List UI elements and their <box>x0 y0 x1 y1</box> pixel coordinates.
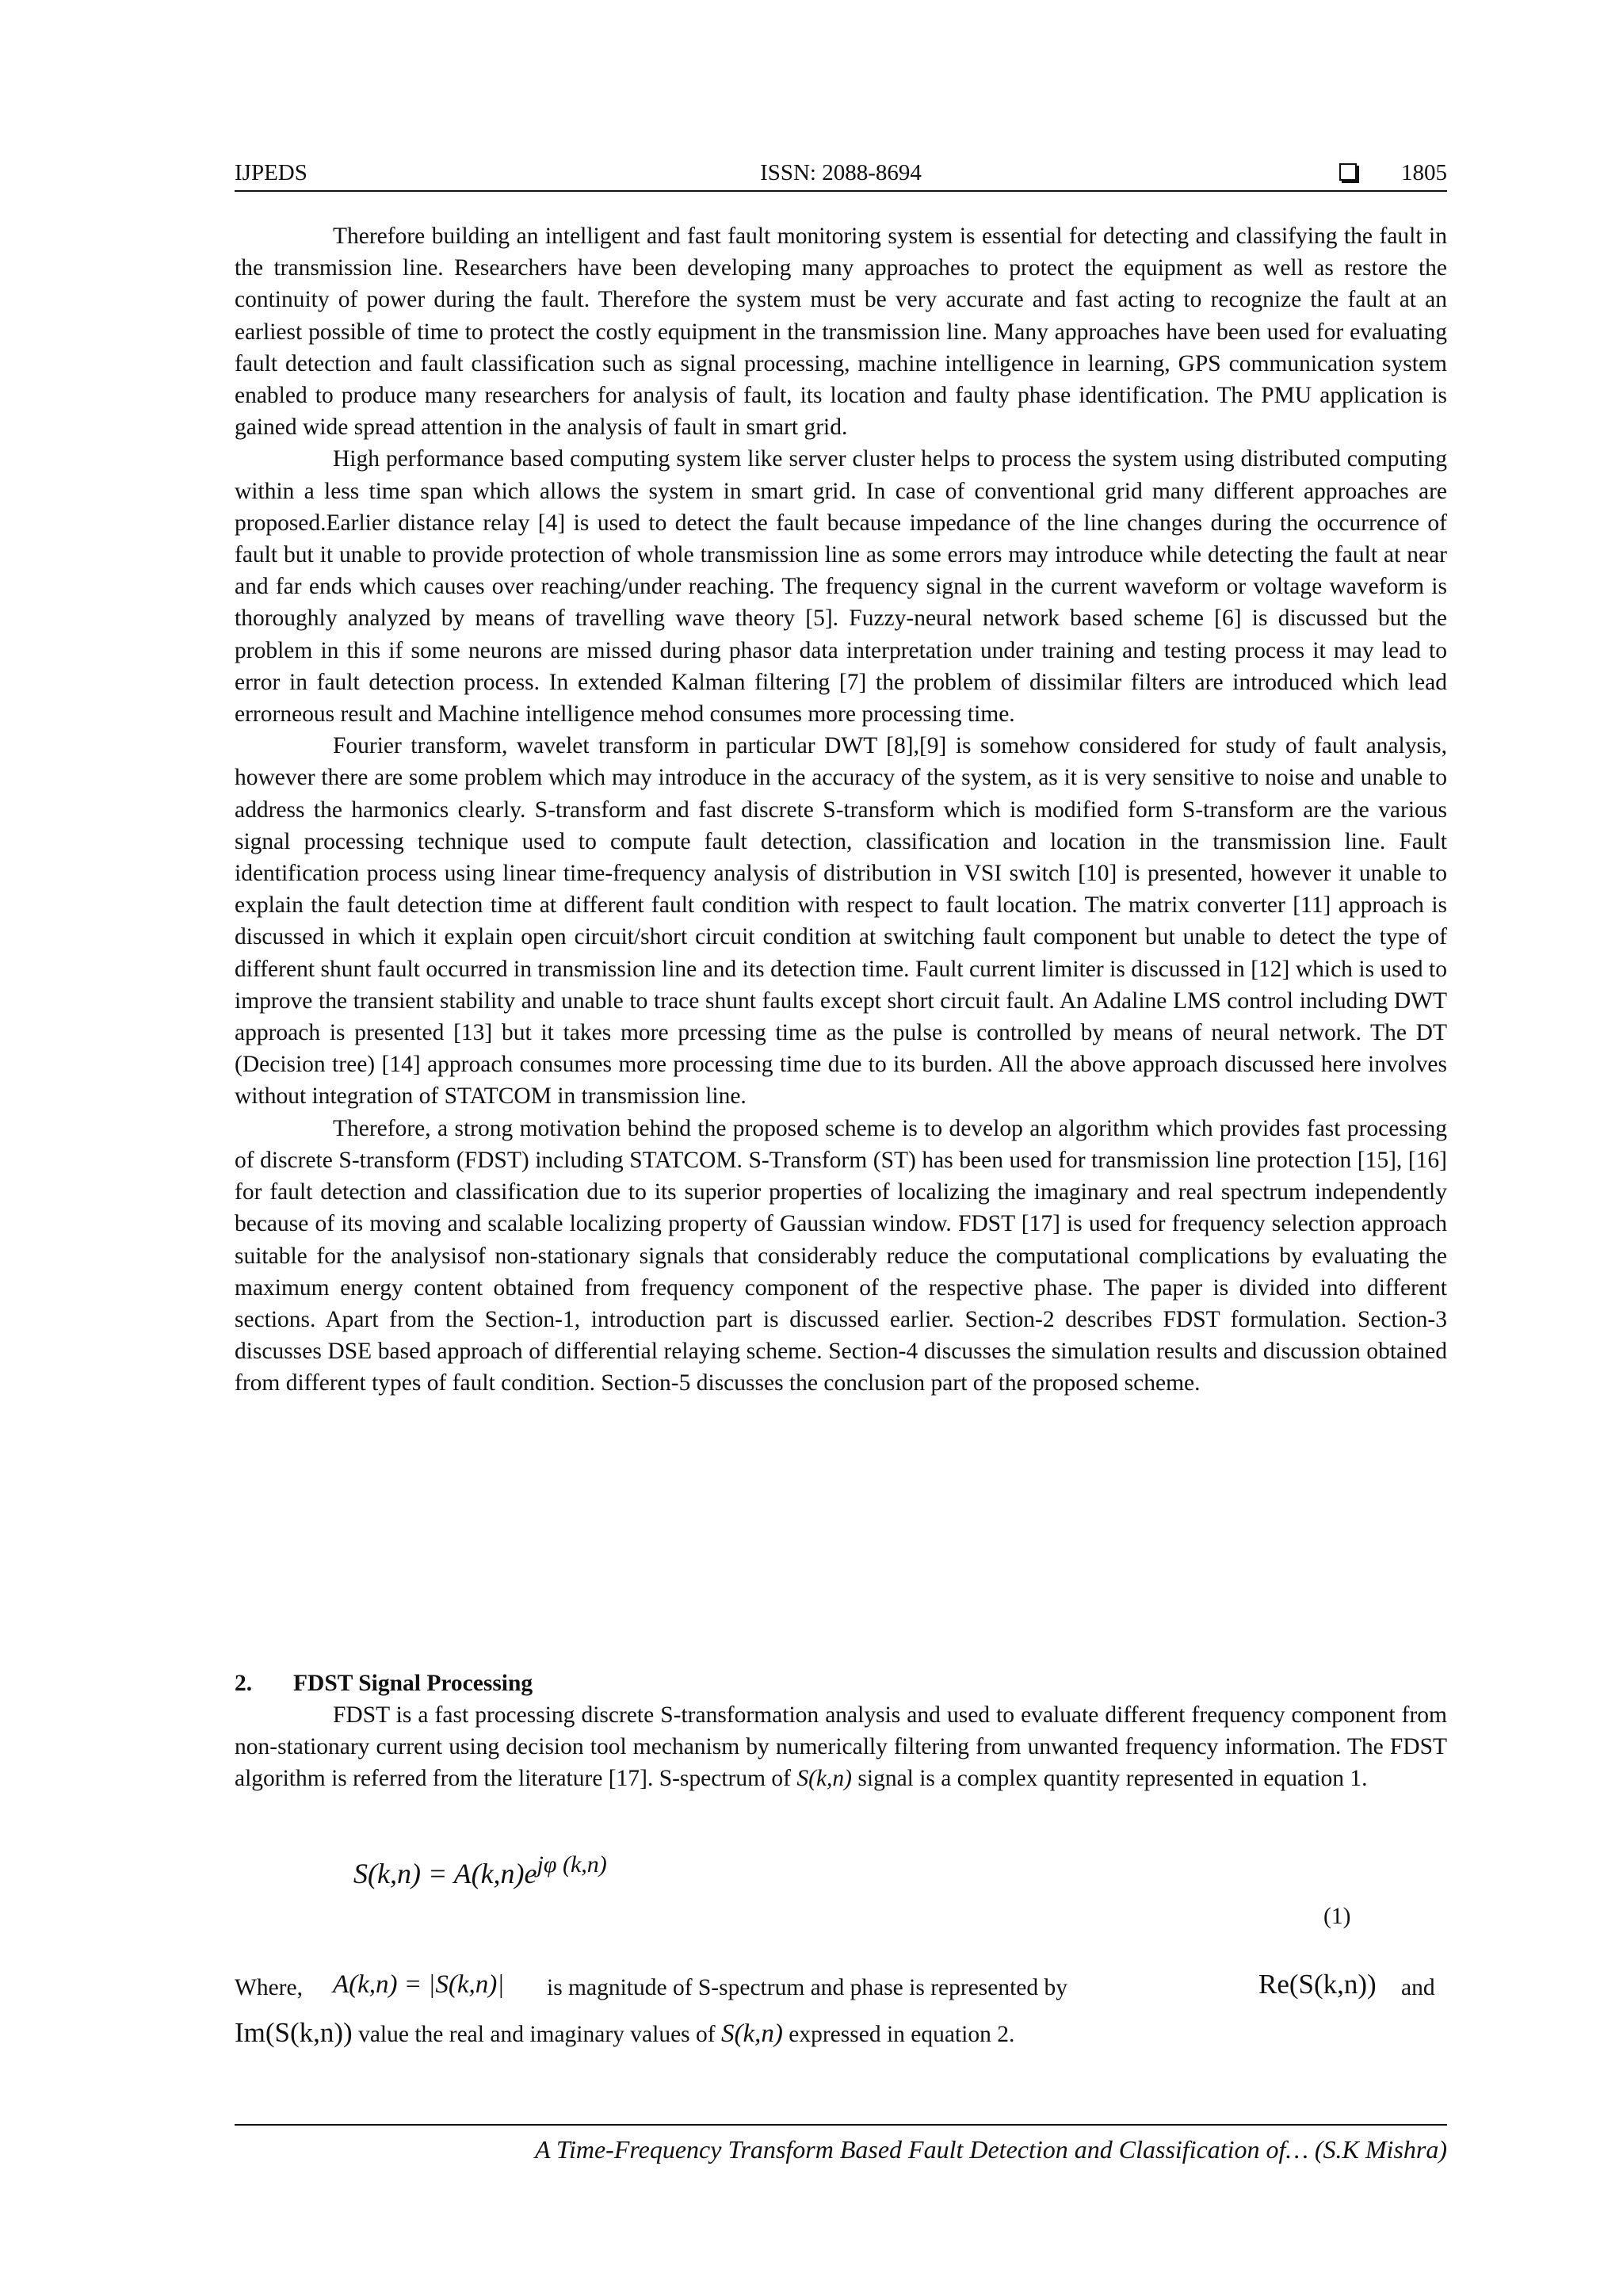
section-number: 2. <box>235 1671 253 1696</box>
paragraph: Fourier transform, wavelet transform in particular DWT [8],[9] is somehow considered for study of fault analysis, however there are some problem which may introduce in the accuracy of the system, as it is very sensitive to noise and unable to address the harmonics clearly. S-transform and fast discrete S-transform which is modified form S-transform are the various signal processing technique used to compute fault detection, classification and location in the transmission line. Fault identification process using linear time-frequency analysis of distribution in VSI switch [10] is presented, however it unable to explain the fault detection time at different fault condition with respect to fault location. The matrix converter [11] approach is discussed in which it explain open circuit/short circuit condition at switching fault component but unable to detect the type of different shunt fault occurred in transmission line and its detection time. Fault current limiter is discussed in [12] which is used to improve the transient stability and unable to trace shunt faults except short circuit fault. An Adaline LMS control including DWT approach is presented [13] but it takes more prcessing time as the pulse is controlled by means of neural network. The DT (Decision tree) [14] approach consumes more processing time due to its burden. All the above approach discussed here involves without integration of STATCOM in transmission line. <box>235 733 1447 1110</box>
running-footer: A Time-Frequency Transform Based Fault Detection and Classification of… (S.K Mishra) <box>534 2135 1447 2164</box>
and-text: and <box>1401 1975 1435 2000</box>
paragraph: Therefore building an intelligent and fast fault monitoring system is essential for detecting and classifying the fault in the transmission line. Researchers have been developing many approaches to protect the equipment as well as restore the continuity of power during the fault. Therefore the system must be very accurate and fast acting to recognize the fault at an earliest possible of time to protect the costly equipment in the transmission line. Many approaches have been used for evaluating fault detection and fault classification such as signal processing, machine intelligence in learning, GPS communication system enabled to produce many researchers for analysis of fault, its location and faulty phase identification. The PMU application is gained wide spread attention in the analysis of fault in smart grid. <box>235 223 1447 441</box>
running-header <box>235 155 1447 190</box>
introduction-body <box>235 220 1447 1400</box>
where-text: value the real and imaginary values of <box>358 2022 716 2047</box>
where-label: Where, <box>235 1975 303 2000</box>
imaginary-part-expression: Im(S(k,n)) <box>235 2017 353 2048</box>
section-title: FDST Signal Processing <box>293 1671 533 1696</box>
where-text: is magnitude of S-spectrum and phase is represented by <box>547 1975 1068 2000</box>
issn: ISSN: 2088-8694 <box>760 160 922 185</box>
section-body <box>235 1699 1447 1795</box>
header-rule <box>235 190 1447 192</box>
paragraph: Therefore, a strong motivation behind the proposed scheme is to develop an algorithm which provides fast processing of discrete S-transform (FDST) including STATCOM. S-Transform (ST) has been used for transmission line protection [15], [16] for fault detection and classification due to its superior properties of localizing the imaginary and real spectrum independently because of its moving and scalable localizing property of Gaussian window. FDST [17] is used for frequency selection approach suitable for the analysisof non-stationary signals that considerably reduce the computational complications by evaluating the maximum energy content obtained from frequency component of the respective phase. The paper is divided into different sections. Apart from the Section-1, introduction part is discussed earlier. Section-2 describes FDST formulation. Section-3 discusses DSE based approach of differential relaying scheme. Section-4 discusses the simulation results and discussion obtained from different types of fault condition. Section-5 discusses the conclusion part of the proposed scheme. <box>235 1115 1447 1396</box>
equation-1 <box>353 1851 607 1895</box>
paragraph-text: FDST is a fast processing discrete S-transformation analysis and used to evaluate different frequency component from non-stationary current using decision tool mechanism by numerically filtering from unwanted frequency information. The FDST algorithm is referred from the literature [17]. S-spectrum of <box>235 1702 1447 1792</box>
magnitude-expression: A(k,n) = |S(k,n)| <box>333 1970 505 1999</box>
journal-name: IJPEDS <box>235 160 307 185</box>
s-spectrum-symbol: S(k,n) <box>720 2019 783 2048</box>
section-heading <box>235 1668 1447 1699</box>
footer-rule <box>235 2124 1447 2126</box>
paragraph-text: signal is a complex quantity represented in equation 1. <box>852 1766 1368 1792</box>
where-line-continued <box>235 2017 1447 2050</box>
equation-lhs: S(k,n) = A(k,n)e <box>353 1858 537 1889</box>
real-part-expression: Re(S(k,n)) <box>1258 1969 1377 2000</box>
equation-number: (1) <box>1323 1904 1351 1929</box>
paragraph: High performance based computing system like server cluster helps to process the system using distributed computing within a less time span which allows the system in smart grid. In case of conventional grid many different approaches are proposed.Earlier distance relay [4] is used to detect the fault because impedance of the line changes during the occurrence of fault but it unable to provide protection of whole transmission line as some errors may introduce while detecting the fault at near and far ends which causes over reaching/under reaching. The frequency signal in the current waveform or voltage waveform is thoroughly analyzed by means of travelling wave theory [5]. Fuzzy-neural network based scheme [6] is discussed but the problem in this if some neurons are missed during phasor data interpretation under training and testing process it may lead to error in fault detection process. In extended Kalman filtering [7] the problem of dissimilar filters are introduced which lead errorneous result and Machine intelligence mehod consumes more processing time. <box>235 446 1447 728</box>
math-symbol: S(k,n) <box>796 1766 853 1792</box>
paragraph <box>235 1699 1447 1795</box>
square-bullet-icon <box>1339 163 1357 181</box>
page-number: 1805 <box>1401 160 1447 185</box>
equation-exponent: jφ (k,n) <box>537 1851 607 1878</box>
where-text: expressed in equation 2. <box>789 2022 1015 2047</box>
